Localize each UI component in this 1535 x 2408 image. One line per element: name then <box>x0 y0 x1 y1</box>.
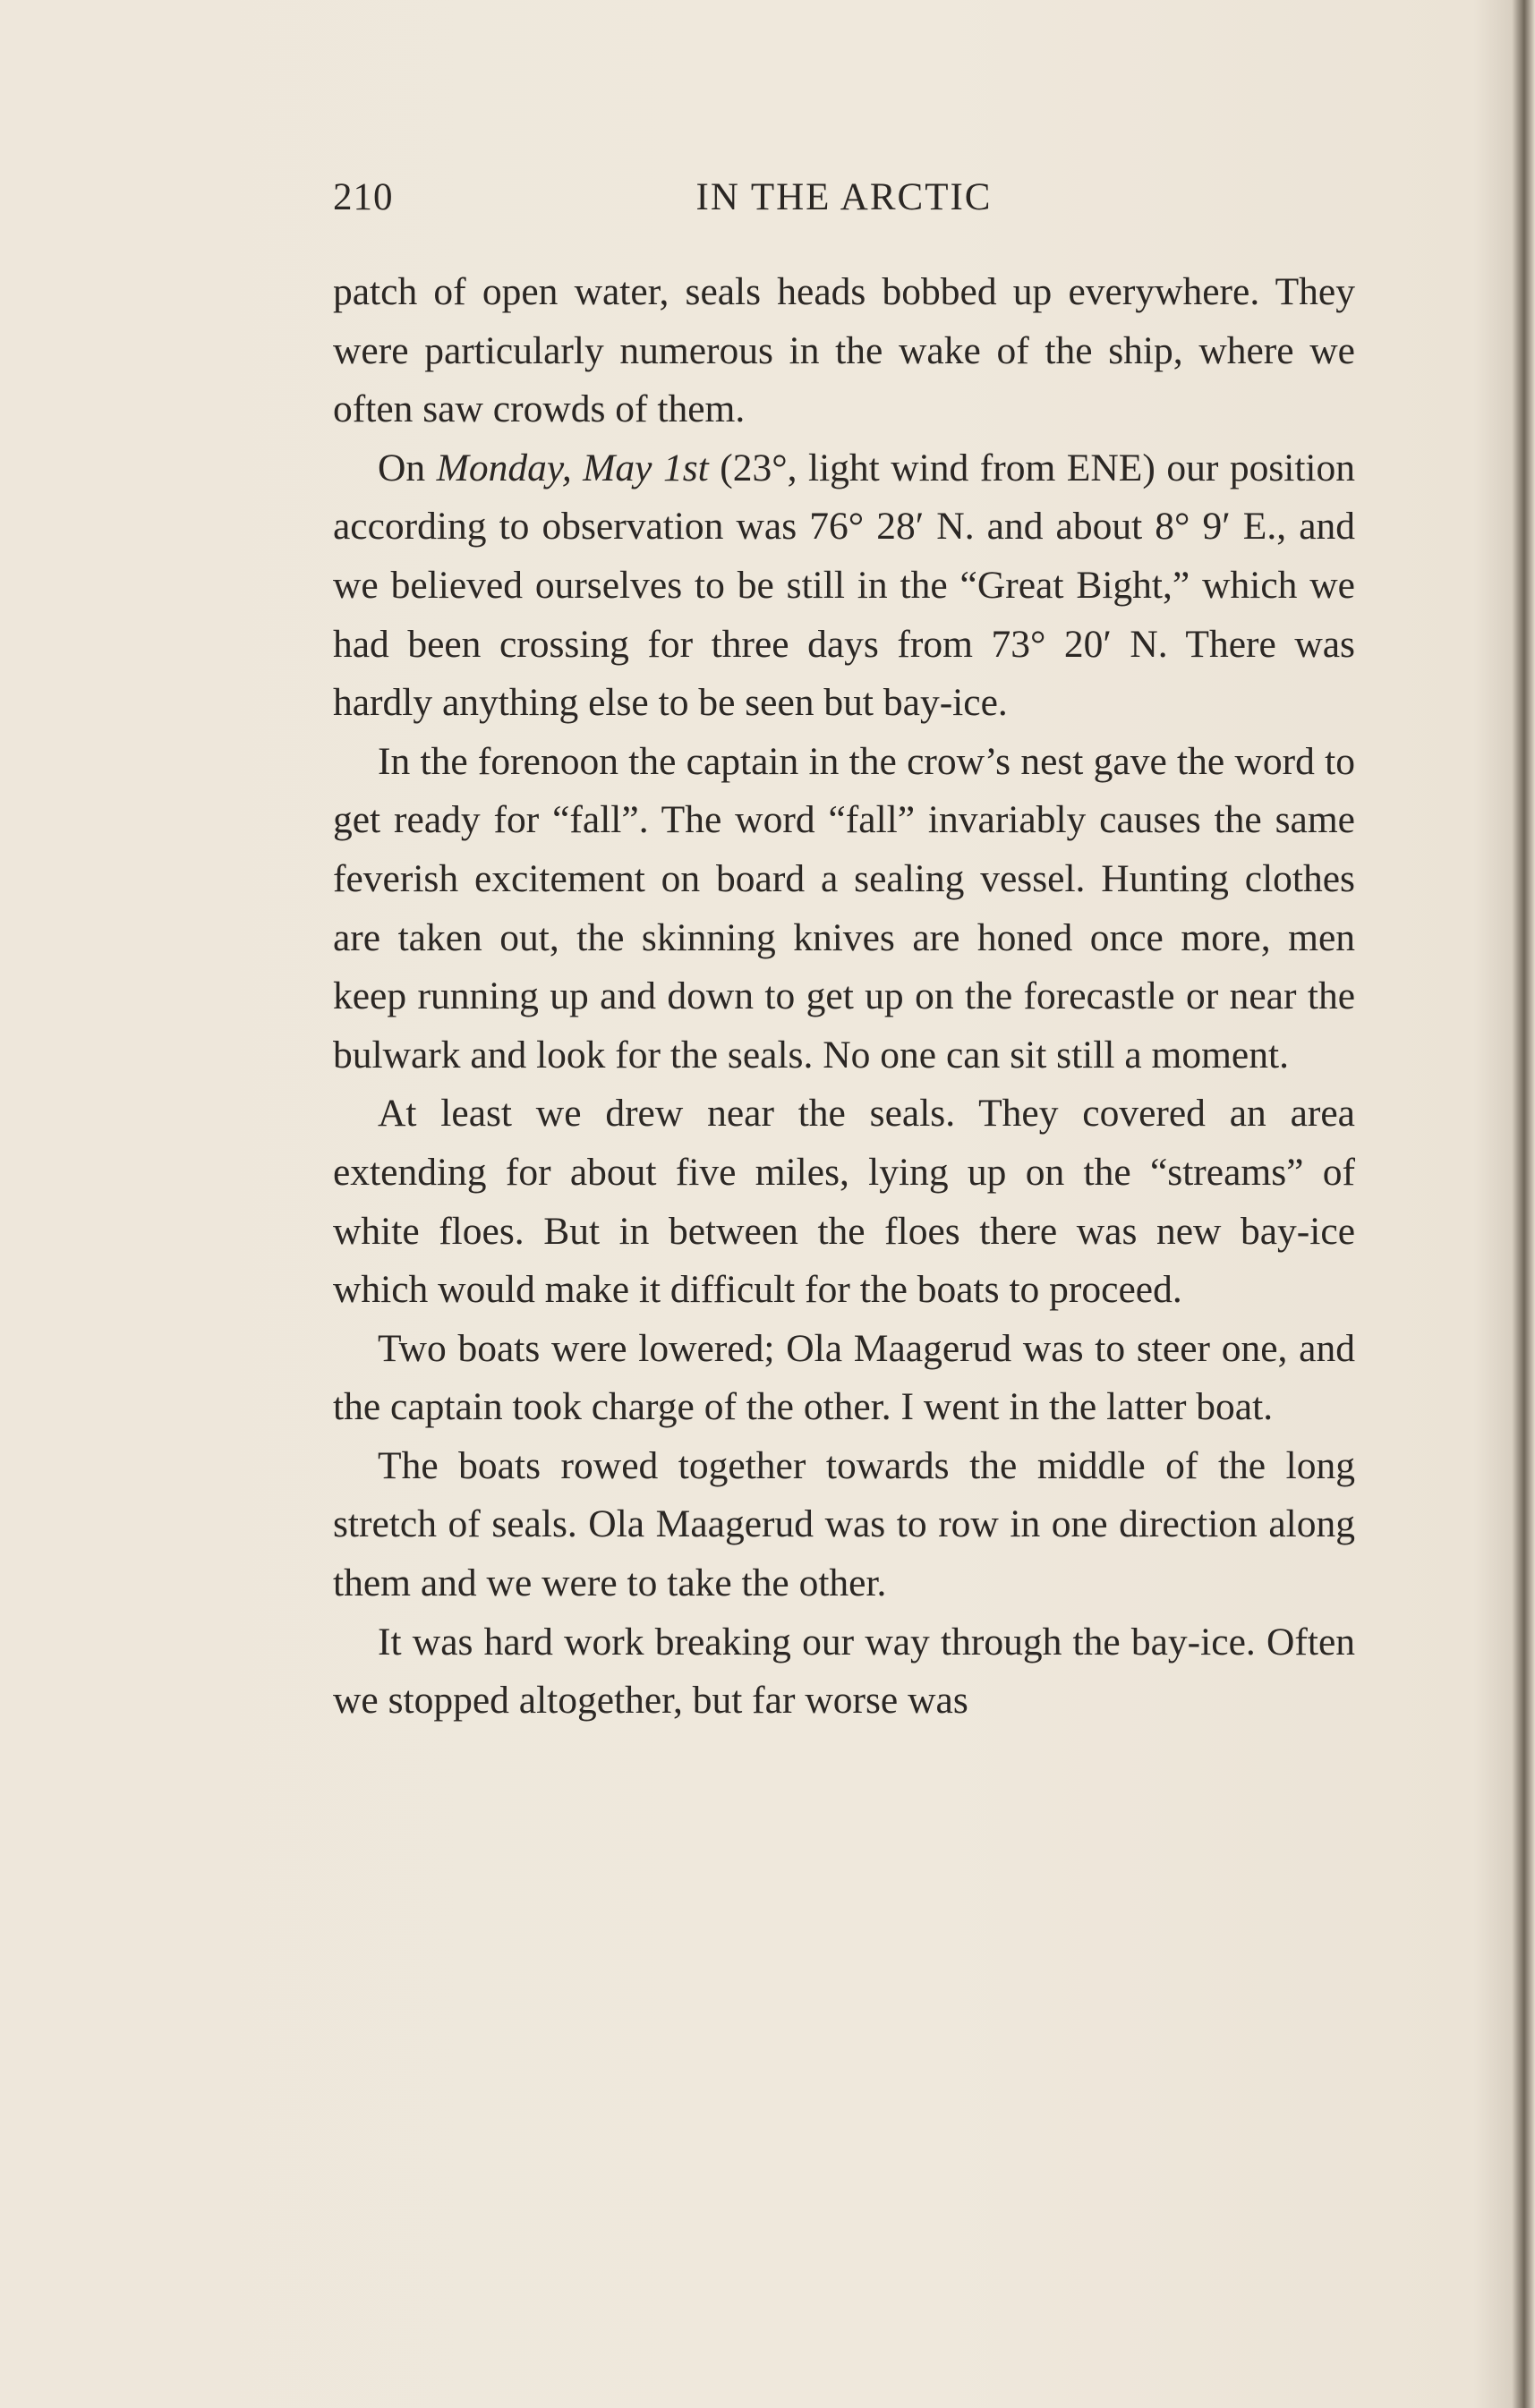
paragraph-2-date: Monday, May 1st <box>436 446 709 489</box>
paragraph-6: The boats rowed together towards the middle of the long stretch of seals. Ola Maagerud was to row in one direction along them and we were to take the other. <box>333 1443 1355 1605</box>
running-head <box>333 175 1355 229</box>
page-number: 210 <box>333 176 394 218</box>
paragraph-1: patch of open water, seals heads bobbed up everywhere. They were particularly numerous in the wake of the ship, where we often saw crowds of them. <box>333 270 1355 431</box>
body-text <box>333 263 1355 1731</box>
running-title: IN THE ARCTIC <box>695 176 993 218</box>
paragraph-2-text: (23°, light wind from ENE) our position according to observation was 76° 28′ N. and about 8° 9′ E., and we believed ourselves to be still in the “Great Bight,” which we had been crossing for three days from 73° 20′ N. There was hardly anything else to be seen but bay-ice. <box>333 446 1356 725</box>
paragraph-2 <box>333 439 1355 733</box>
paragraph-7: It was hard work breaking our way through the bay-ice. Often we stopped altogether, but far worse was <box>333 1620 1355 1723</box>
paragraph-3: In the forenoon the captain in the crow’s nest gave the word to get ready for “fall”. The word “fall” invariably causes the same feverish excitement on board a sealing vessel. Hunting clothes are taken out, the skinning knives are honed once more, men keep running up and down to get up on the forecastle or near the bulwark and look for the seals. No one can sit still a moment. <box>333 739 1355 1076</box>
paragraph-4: At least we drew near the seals. They covered an area extending for about five miles, lying up on the “streams” of white floes. But in between the floes there was new bay-ice which would make it difficult for the boats to proceed. <box>333 1092 1355 1312</box>
paragraph-2-lead: On <box>378 446 437 489</box>
paragraph-5: Two boats were lowered; Ola Maagerud was to steer one, and the captain took charge of the other. I went in the latter boat. <box>333 1326 1355 1429</box>
